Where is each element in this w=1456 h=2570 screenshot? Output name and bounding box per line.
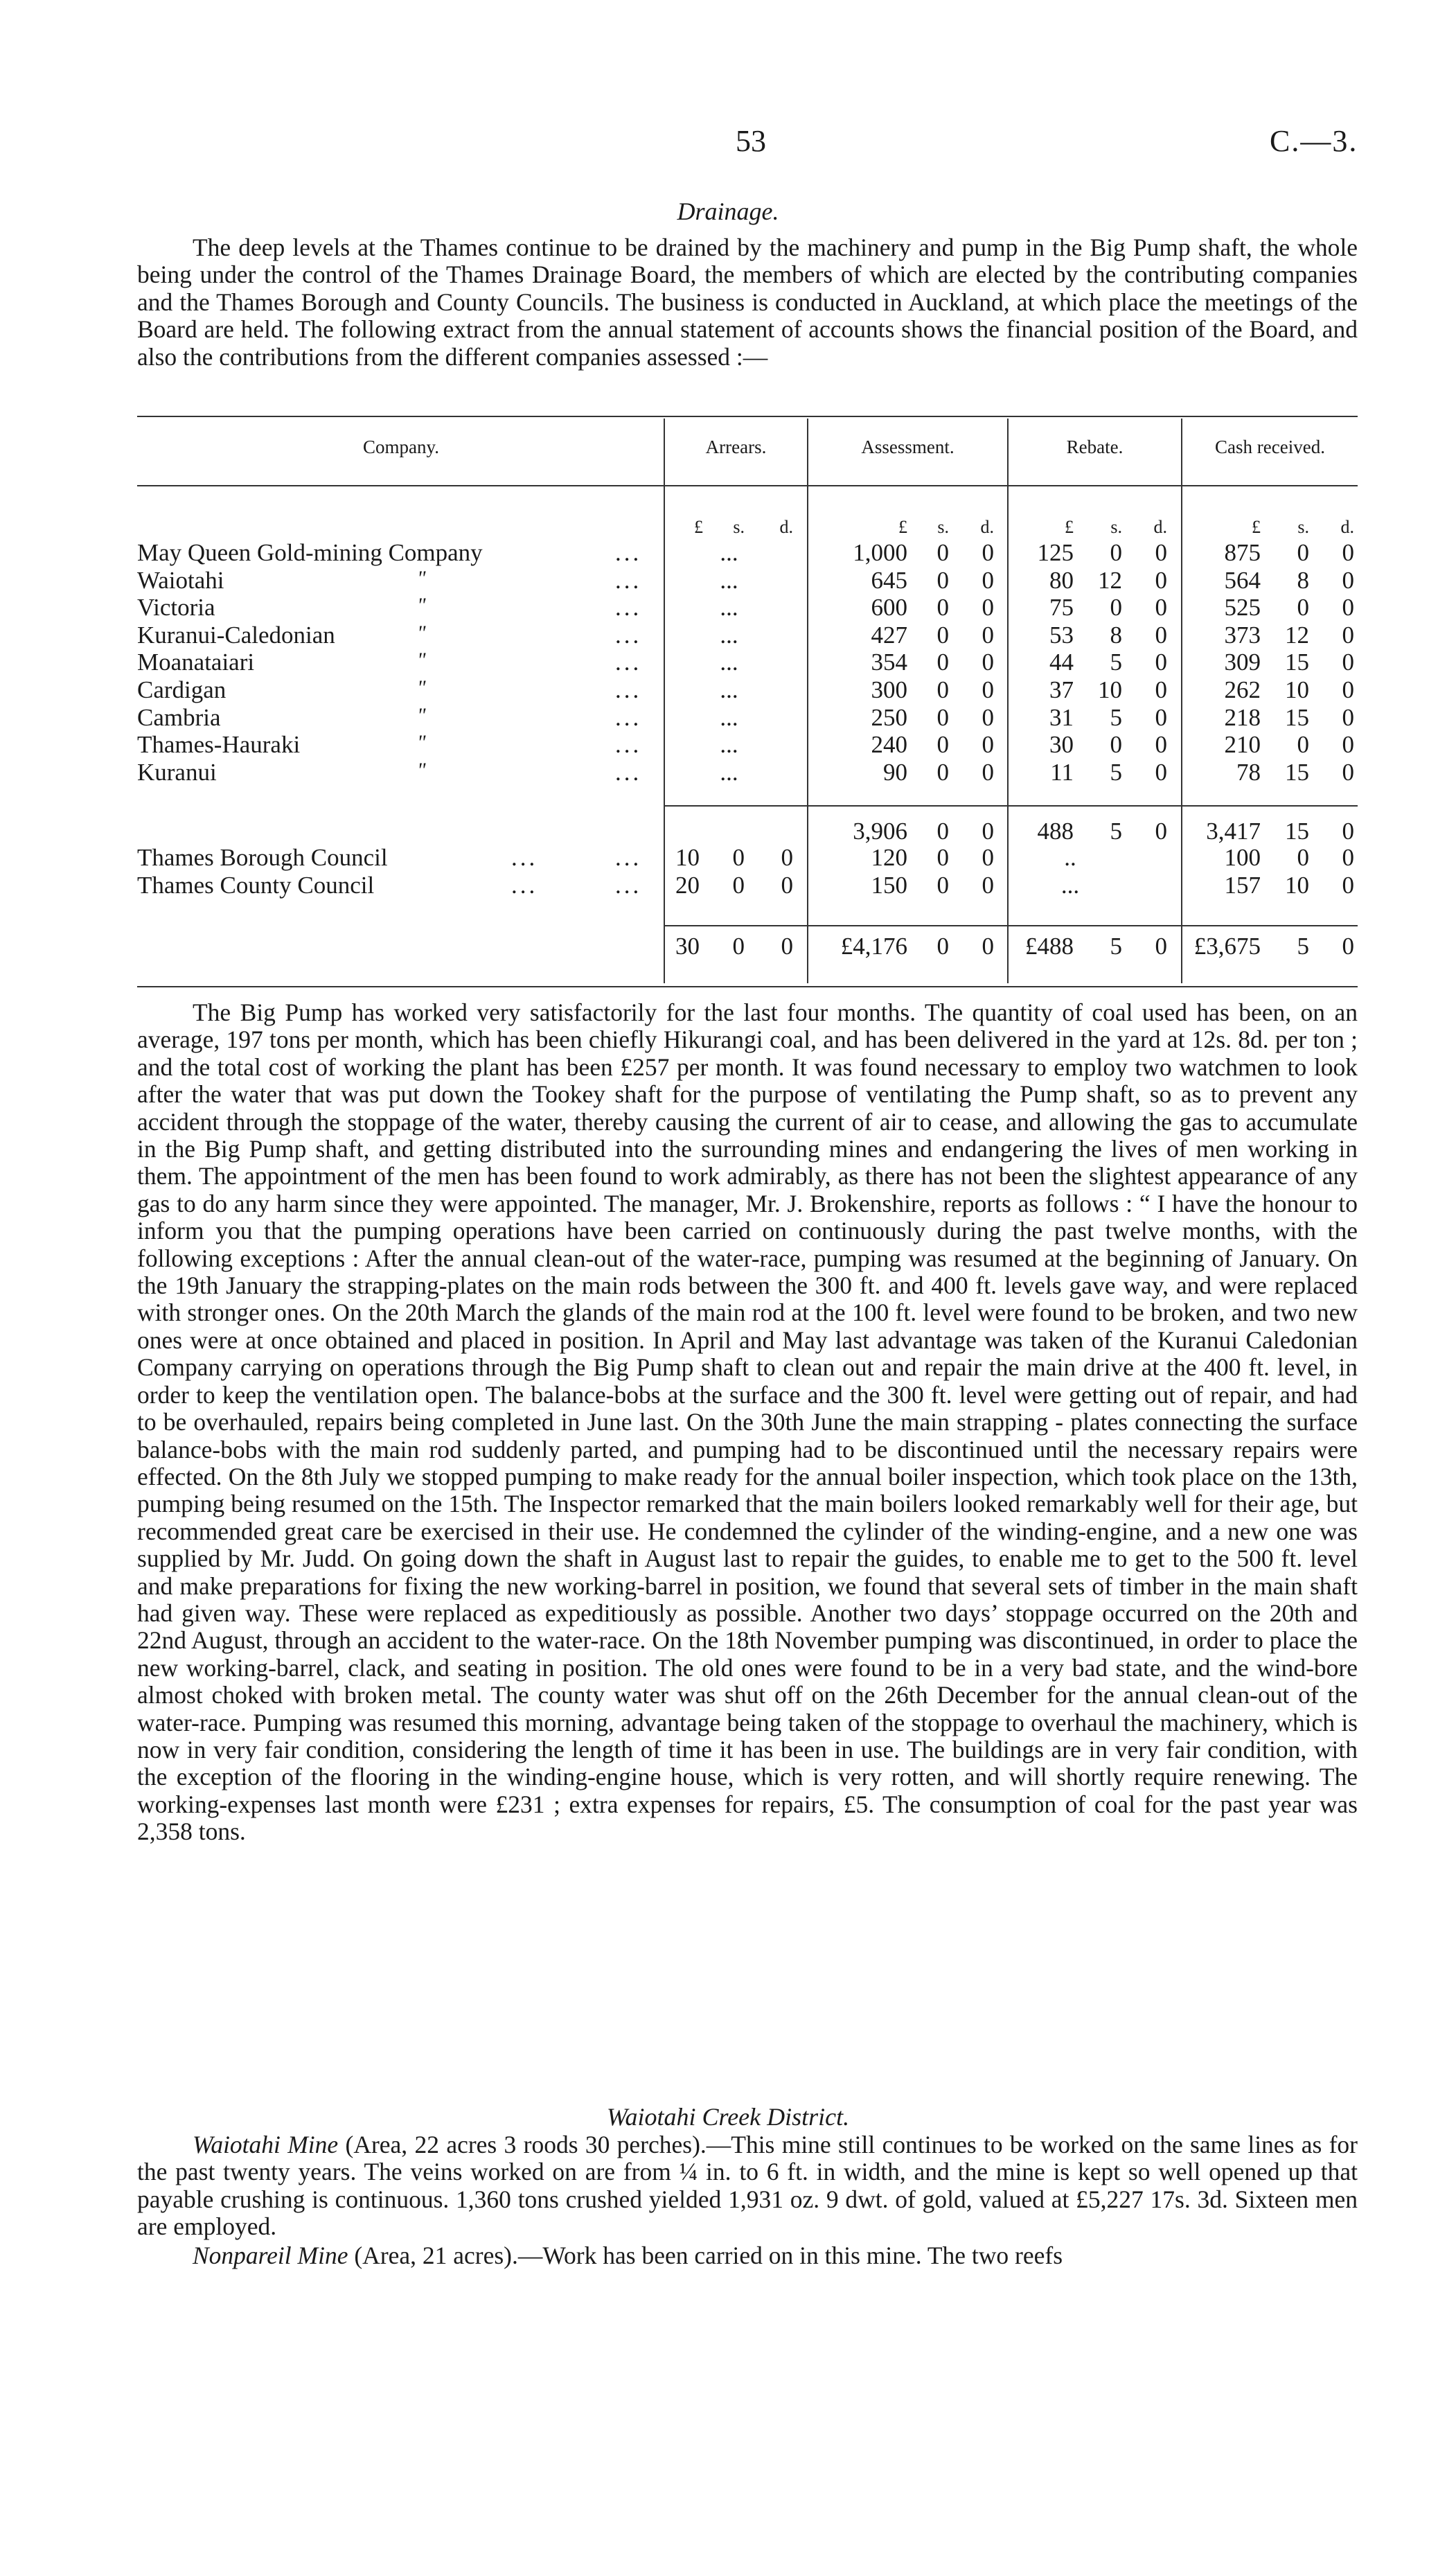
assessment-pence: 0: [982, 539, 994, 566]
assessment-pence: 0: [982, 844, 994, 871]
assessment-shillings: 0: [936, 566, 949, 594]
unit-pence: d.: [980, 517, 994, 537]
cash-pence: 0: [1342, 649, 1354, 676]
unit-pence: d.: [1153, 517, 1167, 537]
assessment-shillings: 0: [936, 621, 949, 649]
leader-dots: ...: [615, 594, 642, 622]
assessment-pounds: 240: [871, 731, 907, 759]
total-rebate-shillings: 5: [1110, 933, 1122, 960]
cash-pounds: 100: [1224, 844, 1261, 871]
total-cash-shillings: 5: [1297, 933, 1309, 960]
subtotal-cash-pence: 0: [1342, 818, 1354, 845]
assessment-pence: 0: [982, 676, 994, 703]
unit-pound: £: [1065, 517, 1074, 537]
company-name: Kuranui-Caledonian: [137, 621, 335, 649]
arrears: ...: [720, 621, 738, 649]
assessment-shillings: 0: [936, 758, 949, 786]
drainage-intro-text: The deep levels at the Thames continue to be drained by the machinery and pump in the Big Pump shaft, the whole being under the control of the Thames Drainage Board, the members of which are elected by the contributing companies and the Thames Borough and County Councils. The business is conducted in Auckland, at which place the meetings of the Board are held. The following extract from the annual statement of accounts shows the financial position of the Board, and also the contributions from the different companies assessed :—: [137, 234, 1358, 371]
nonpareil-mine-name: Nonpareil Mine: [193, 2242, 348, 2269]
ditto-mark: ": [417, 566, 426, 590]
rebate-pounds: 80: [1049, 566, 1074, 594]
company-name: Kuranui: [137, 758, 217, 786]
assessment-pence: 0: [982, 594, 994, 622]
total-assessment-pence: 0: [982, 933, 994, 960]
rebate-pence: 0: [1155, 566, 1167, 594]
header-cash-received: Cash received.: [1215, 437, 1325, 457]
leader-dots: ...: [615, 731, 642, 759]
rebate-shillings: 0: [1110, 731, 1122, 759]
leader-dots: ...: [615, 566, 642, 594]
rebate-pounds: 125: [1037, 539, 1074, 566]
assessment-pence: 0: [982, 649, 994, 676]
assessment-pence: 0: [982, 703, 994, 731]
leader-dots: ...: [615, 539, 642, 566]
leader-dots: ...: [615, 649, 642, 676]
rebate-shillings: 10: [1098, 676, 1122, 703]
arrears-pence: 0: [781, 872, 793, 899]
assessment-shillings: 0: [936, 703, 949, 731]
table-bottom-rule: [137, 986, 1358, 987]
arrears-pounds: 10: [675, 844, 700, 871]
drainage-intro-paragraph: [137, 234, 1358, 371]
arrears-pence: 0: [781, 844, 793, 871]
assessment-shillings: 0: [936, 844, 949, 871]
assessment-pounds: 150: [871, 872, 907, 899]
rebate-pounds: 53: [1049, 621, 1074, 649]
assessment-pence: 0: [982, 731, 994, 759]
cash-pence: 0: [1342, 594, 1354, 622]
cash-pence: 0: [1342, 703, 1354, 731]
rebate-shillings: 5: [1110, 649, 1122, 676]
rebate-shillings: 5: [1110, 758, 1122, 786]
arrears: ...: [720, 758, 738, 786]
leader-dots: ...: [615, 758, 642, 786]
assessment-pounds: 250: [871, 703, 907, 731]
total-cash-pounds: £3,675: [1193, 933, 1261, 960]
unit-shillings: s.: [1297, 517, 1309, 537]
cash-pounds: 262: [1224, 676, 1261, 703]
waiotahi-mine-name: Waiotahi Mine: [193, 2131, 339, 2158]
unit-pound: £: [898, 517, 907, 537]
table-top-rule: [137, 416, 1358, 417]
cash-pounds: 373: [1224, 621, 1261, 649]
rebate-pounds: 37: [1049, 676, 1074, 703]
cash-pounds: 875: [1224, 539, 1261, 566]
rebate-pence: 0: [1155, 758, 1167, 786]
page-number: 53: [736, 124, 766, 158]
council-name: Thames County Council: [137, 872, 375, 899]
cash-shillings: 15: [1285, 703, 1309, 731]
cash-pounds: 309: [1224, 649, 1261, 676]
company-name: Waiotahi: [137, 566, 224, 594]
cash-shillings: 15: [1285, 758, 1309, 786]
ditto-mark: ": [417, 649, 426, 672]
total-assessment-shillings: 0: [936, 933, 949, 960]
assessment-pence: 0: [982, 621, 994, 649]
cash-pounds: 564: [1224, 566, 1261, 594]
arrears: ...: [720, 539, 738, 566]
assessment-pounds: 90: [883, 758, 907, 786]
arrears: ...: [720, 566, 738, 594]
arrears-pounds: 20: [675, 872, 700, 899]
assessment-pounds: 1,000: [853, 539, 907, 566]
company-name: May Queen Gold-mining Company: [137, 539, 483, 566]
arrears-shillings: 0: [732, 872, 745, 899]
assessment-pounds: 354: [871, 649, 907, 676]
unit-shillings: s.: [1110, 517, 1122, 537]
arrears: ...: [720, 703, 738, 731]
header-company: Company.: [363, 437, 439, 457]
arrears: ...: [720, 649, 738, 676]
section-heading-drainage: Drainage.: [677, 197, 779, 225]
unit-shillings: s.: [733, 517, 745, 537]
cash-pence: 0: [1342, 621, 1354, 649]
leader-dots: ...: [615, 621, 642, 649]
company-name: Moanataiari: [137, 649, 255, 676]
assessment-shillings: 0: [936, 539, 949, 566]
ditto-mark: ": [417, 758, 426, 782]
council-name: Thames Borough Council: [137, 844, 388, 871]
total-assessment-pounds: £4,176: [840, 933, 907, 960]
company-name: Cambria: [137, 703, 221, 731]
cash-shillings: 0: [1297, 539, 1309, 566]
document-reference: C.—3.: [1270, 124, 1358, 158]
total-cash-pence: 0: [1342, 933, 1354, 960]
subtotal-rebate-shillings: 5: [1110, 818, 1122, 845]
cash-pounds: 218: [1224, 703, 1261, 731]
big-pump-report-paragraph: [137, 999, 1358, 1846]
cash-shillings: 8: [1297, 566, 1309, 594]
section-heading-waiotahi-creek: Waiotahi Creek District.: [606, 2103, 850, 2131]
arrears: ...: [720, 731, 738, 759]
nonpareil-mine-paragraph: [137, 2242, 1358, 2269]
rebate-pounds: 11: [1050, 758, 1074, 786]
unit-pence: d.: [1340, 517, 1354, 537]
rebate-shillings: 0: [1110, 594, 1122, 622]
subtotal-cash-pounds: 3,417: [1206, 818, 1261, 845]
column-divider: [807, 419, 808, 983]
leader-dots: ...: [615, 703, 642, 731]
rebate-pounds: 31: [1049, 703, 1074, 731]
rebate-shillings: 8: [1110, 621, 1122, 649]
cash-pence: 0: [1342, 844, 1354, 871]
subtotal-cash-shillings: 15: [1285, 818, 1309, 845]
cash-pence: 0: [1342, 758, 1354, 786]
rebate-pence: 0: [1155, 703, 1167, 731]
rebate-pence: 0: [1155, 731, 1167, 759]
waiotahi-mine-text: (Area, 22 acres 3 roods 30 perches).—This mine still continues to be worked on the same lines as for the past twenty years. The veins worked on are from ¼ in. to 6 ft. in width, and the mine is kept so well opened up that payable crushing is continuous. 1,360 tons crushed yielded 1,931 oz. 9 dwt. of gold, valued at £5,227 17s. 3d. Sixteen men are employed.: [137, 2131, 1358, 2241]
unit-pound: £: [1252, 517, 1261, 537]
leader-dots: ...: [615, 676, 642, 703]
subtotal-rule: [664, 805, 1358, 807]
rebate-pence: 0: [1155, 649, 1167, 676]
cash-shillings: 15: [1285, 649, 1309, 676]
ditto-mark: ": [417, 676, 426, 699]
ditto-mark: ": [417, 731, 426, 755]
rebate-pence: 0: [1155, 594, 1167, 622]
rebate-empty: ...: [1060, 872, 1080, 899]
cash-pence: 0: [1342, 676, 1354, 703]
assessment-pounds: 120: [871, 844, 907, 871]
subtotal-assessment-pounds: 3,906: [853, 818, 907, 845]
cash-shillings: 0: [1297, 844, 1309, 871]
cash-shillings: 0: [1297, 594, 1309, 622]
company-name: Cardigan: [137, 676, 227, 703]
rebate-pence: 0: [1155, 621, 1167, 649]
arrears-shillings: 0: [732, 844, 745, 871]
assessment-pence: 0: [982, 566, 994, 594]
assessment-shillings: 0: [936, 676, 949, 703]
rebate-pounds: 44: [1049, 649, 1074, 676]
arrears: ...: [720, 676, 738, 703]
cash-shillings: 12: [1285, 621, 1309, 649]
cash-pounds: 210: [1224, 731, 1261, 759]
total-rule: [664, 925, 1358, 926]
assessment-pounds: 300: [871, 676, 907, 703]
assessment-shillings: 0: [936, 872, 949, 899]
total-arrears-pounds: 30: [675, 933, 700, 960]
rebate-pounds: 75: [1049, 594, 1074, 622]
subtotal-rebate-pence: 0: [1155, 818, 1167, 845]
leader-dots: ...: [511, 872, 538, 899]
assessment-pounds: 427: [871, 621, 907, 649]
cash-pence: 0: [1342, 872, 1354, 899]
table-header-rule: [137, 485, 1358, 486]
rebate-pounds: 30: [1049, 731, 1074, 759]
nonpareil-mine-text: (Area, 21 acres).—Work has been carried on in this mine. The two reefs: [348, 2242, 1063, 2269]
unit-shillings: s.: [937, 517, 949, 537]
subtotal-assessment-pence: 0: [982, 818, 994, 845]
waiotahi-mine-paragraph: [137, 2131, 1358, 2241]
header-assessment: Assessment.: [861, 437, 955, 457]
cash-pounds: 157: [1224, 872, 1261, 899]
ditto-mark: ": [417, 703, 426, 727]
unit-pound: £: [694, 517, 703, 537]
ditto-mark: ": [417, 594, 426, 617]
subtotal-rebate-pounds: 488: [1037, 818, 1074, 845]
company-name: Victoria: [137, 594, 215, 622]
header-arrears: Arrears.: [705, 437, 767, 457]
assessment-shillings: 0: [936, 594, 949, 622]
column-divider: [1007, 419, 1009, 983]
assessment-pounds: 600: [871, 594, 907, 622]
cash-shillings: 0: [1297, 731, 1309, 759]
total-arrears-pence: 0: [781, 933, 793, 960]
total-rebate-pence: 0: [1155, 933, 1167, 960]
leader-dots: ...: [511, 844, 538, 871]
rebate-empty: ..: [1064, 844, 1076, 871]
big-pump-report-text: The Big Pump has worked very satisfactorily for the last four months. The quantity of coal used has been, on an average, 197 tons per month, which has been chiefly Hikurangi coal, and has been delivered in the yard at 12s. 8d. per ton ; and the total cost of working the plant has been £257 per month. It was found necessary to employ two watchmen to look after the water that was put down the Tookey shaft for the purpose of ventilating the Pump shaft, so as to prevent any accident through the stoppage of the water, thereby causing the current of air to cease, and allowing the gas to accumulate in the Big Pump shaft, and getting distributed into the surrounding mines and endangering the lives of men working in them. The appointment of the men has been found to work admirably, as there has not been the slightest appearance of any gas to do any harm since they were appointed. The manager, Mr. J. Brokenshire, reports as follows : “ I have the honour to inform you that the pumping operations have been carried on continuously during the past twelve months, with the following exceptions : After the annual clean-out of the water-race, pumping was resumed at the beginning of January. On the 19th January the strapping-plates on the main rods between the 300 ft. and 400 ft. levels gave way, and were replaced with stronger ones. On the 20th March the glands of the main rod at the 100 ft. level were found to be broken, and two new ones were at once obtained and placed in position. In April and May last advantage was taken of the Kuranui Caledonian Company carrying on operations through the Big Pump shaft to clean out and repair the main drive at the 400 ft. level, in order to keep the ventilation open. The balance-bobs at the surface and the 300 ft. level were getting out of repair, and had to be overhauled, repairs being completed in June last. On the 30th June the main strapping - plates connecting the surface balance-bobs with the main rod suddenly parted, and pumping had to be discontinued until the necessary repairs were effected. On the 8th July we stopped pumping to make ready for the annual boiler inspection, which took place on the 13th, pumping being resumed on the 15th. The Inspector remarked that the main boilers looked remarkably well for their age, but recommended great care be exercised in their use. He condemned the cylinder of the winding-engine, and a new one was supplied by Mr. Judd. On going down the shaft in August last to repair the guides, to enable me to get to the 500 ft. level and make preparations for fixing the new working-barrel in position, we found that several sets of timber in the main shaft had given way. These were replaced as expeditiously as possible. Another two days’ stoppage occurred on the 20th and 22nd August, through an accident to the water-race. On the 18th November pumping was discontinued, in order to place the new working-barrel, clack, and seating in position. The old ones were found to be in a very bad state, and the wind-bore almost choked with broken metal. The county water was shut off on the 26th December for the annual clean-out of the water-race. Pumping was resumed this morning, advantage being taken of the stoppage to overhaul the machinery, which is now in very fair condition, considering the length of time it has been in use. The buildings are in very fair condition, with the exception of the flooring in the winding-engine house, which is very rotten, and will shortly require renewing. The working-expenses last month were £231 ; extra expenses for repairs, £5. The consumption of coal for the past year was 2,358 tons.: [137, 998, 1358, 1846]
assessment-pence: 0: [982, 758, 994, 786]
header-rebate: Rebate.: [1066, 437, 1124, 457]
ditto-mark: ": [417, 621, 426, 644]
cash-shillings: 10: [1285, 676, 1309, 703]
cash-pence: 0: [1342, 539, 1354, 566]
total-rebate-pounds: £488: [1025, 933, 1074, 960]
subtotal-assessment-shillings: 0: [936, 818, 949, 845]
unit-pence: d.: [779, 517, 793, 537]
column-divider: [1181, 419, 1182, 983]
leader-dots: ...: [615, 872, 642, 899]
cash-shillings: 10: [1285, 872, 1309, 899]
assessment-shillings: 0: [936, 731, 949, 759]
assessment-pounds: 645: [871, 566, 907, 594]
assessment-shillings: 0: [936, 649, 949, 676]
company-name: Thames-Hauraki: [137, 731, 301, 759]
cash-pence: 0: [1342, 566, 1354, 594]
rebate-shillings: 5: [1110, 703, 1122, 731]
leader-dots: ...: [615, 844, 642, 871]
rebate-pence: 0: [1155, 539, 1167, 566]
cash-pounds: 78: [1236, 758, 1261, 786]
cash-pounds: 525: [1224, 594, 1261, 622]
assessment-pence: 0: [982, 872, 994, 899]
rebate-pence: 0: [1155, 676, 1167, 703]
rebate-shillings: 12: [1098, 566, 1122, 594]
cash-pence: 0: [1342, 731, 1354, 759]
total-arrears-shillings: 0: [732, 933, 745, 960]
arrears: ...: [720, 594, 738, 622]
rebate-shillings: 0: [1110, 539, 1122, 566]
